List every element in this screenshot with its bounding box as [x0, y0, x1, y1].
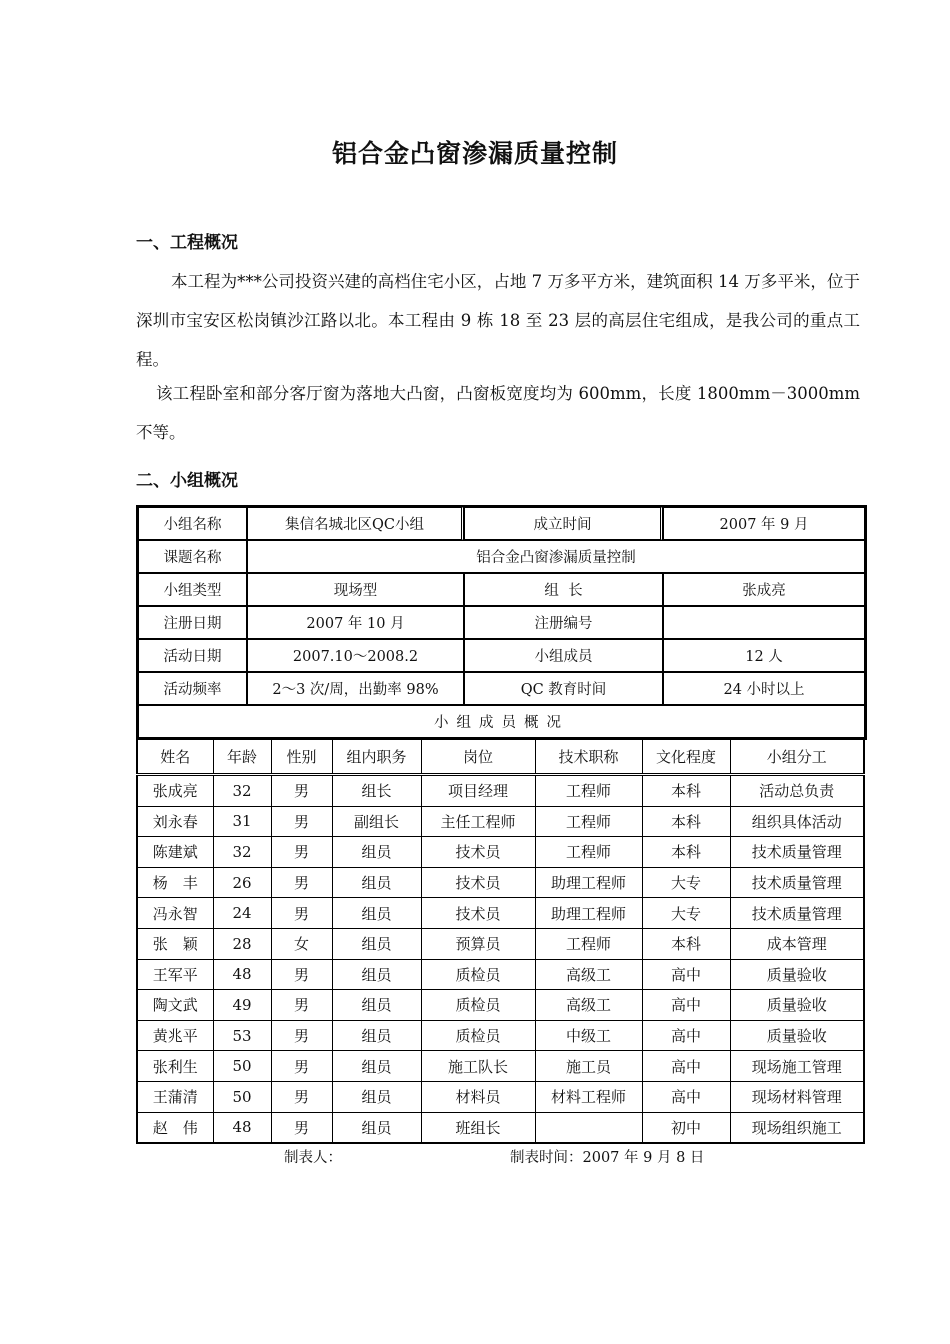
cell-gender: 男 [271, 867, 332, 898]
members-overview-heading: 小组成员概况 [138, 705, 865, 738]
activity-date-value: 2007.10～2008.2 [247, 639, 464, 672]
cell-group-role: 组员 [332, 867, 421, 898]
cell-gender: 男 [271, 959, 332, 990]
table-row [137, 806, 864, 837]
leader-label: 组 长 [464, 573, 663, 606]
table-row [137, 775, 864, 807]
cell-group-role: 组长 [332, 775, 421, 807]
cell-gender: 男 [271, 1020, 332, 1051]
reg-date-label: 注册日期 [138, 606, 247, 639]
table-row [137, 867, 864, 898]
cell-name: 张利生 [137, 1051, 213, 1082]
table-row [137, 1051, 864, 1082]
cell-gender: 男 [271, 1051, 332, 1082]
column-header-age: 年龄 [213, 740, 271, 775]
cell-position: 项目经理 [421, 775, 535, 807]
cell-education: 高中 [642, 959, 730, 990]
group-name-value: 集信名城北区QC小组 [247, 507, 464, 540]
cell-position: 班组长 [421, 1112, 535, 1143]
cell-group-role: 组员 [332, 1020, 421, 1051]
cell-name: 陈建斌 [137, 837, 213, 868]
cell-education: 本科 [642, 928, 730, 959]
cell-name: 张 颖 [137, 928, 213, 959]
cell-age: 48 [213, 1112, 271, 1143]
members-table-body [137, 775, 864, 1144]
cell-group-role: 副组长 [332, 806, 421, 837]
cell-education: 高中 [642, 990, 730, 1021]
reg-no-label: 注册编号 [464, 606, 663, 639]
cell-tech-title: 工程师 [535, 806, 642, 837]
table-row [137, 837, 864, 868]
column-header-education: 文化程度 [642, 740, 730, 775]
frequency-label: 活动频率 [138, 672, 247, 705]
cell-tech-title: 工程师 [535, 775, 642, 807]
reg-date-value: 2007 年 10 月 [247, 606, 464, 639]
cell-age: 48 [213, 959, 271, 990]
cell-name: 杨 丰 [137, 867, 213, 898]
table-row [137, 1112, 864, 1143]
cell-age: 28 [213, 928, 271, 959]
cell-age: 26 [213, 867, 271, 898]
cell-duty: 技术质量管理 [730, 867, 864, 898]
group-type-label: 小组类型 [138, 573, 247, 606]
column-header-group-role: 组内职务 [332, 740, 421, 775]
document-title: 铝合金凸窗渗漏质量控制 [331, 139, 618, 168]
qc-education-label: QC 教育时间 [464, 672, 663, 705]
cell-education: 本科 [642, 775, 730, 807]
topic-value: 铝合金凸窗渗漏质量控制 [247, 540, 865, 573]
members-table-header-row [137, 740, 864, 775]
cell-duty: 现场组织施工 [730, 1112, 864, 1143]
cell-duty: 现场材料管理 [730, 1081, 864, 1112]
cell-group-role: 组员 [332, 928, 421, 959]
table-row [137, 990, 864, 1021]
cell-position: 主任工程师 [421, 806, 535, 837]
cell-age: 31 [213, 806, 271, 837]
cell-tech-title: 材料工程师 [535, 1081, 642, 1112]
cell-education: 大专 [642, 898, 730, 929]
cell-duty: 质量验收 [730, 1020, 864, 1051]
table-row [137, 898, 864, 929]
column-header-duty: 小组分工 [730, 740, 864, 775]
members-value: 12 人 [663, 639, 865, 672]
cell-position: 质检员 [421, 959, 535, 990]
members-table [136, 739, 865, 1144]
founded-value: 2007 年 9 月 [663, 507, 865, 540]
group-name-label: 小组名称 [138, 507, 247, 540]
cell-group-role: 组员 [332, 990, 421, 1021]
cell-education: 本科 [642, 837, 730, 868]
qc-education-value: 24 小时以上 [663, 672, 865, 705]
cell-gender: 男 [271, 898, 332, 929]
cell-name: 张成亮 [137, 775, 213, 807]
column-header-gender: 性别 [271, 740, 332, 775]
members-label: 小组成员 [464, 639, 663, 672]
cell-group-role: 组员 [332, 959, 421, 990]
column-header-tech-title: 技术职称 [535, 740, 642, 775]
cell-gender: 男 [271, 1081, 332, 1112]
cell-age: 50 [213, 1081, 271, 1112]
cell-position: 技术员 [421, 837, 535, 868]
cell-gender: 男 [271, 806, 332, 837]
table-maker: 制表人： [284, 1150, 342, 1166]
cell-duty: 技术质量管理 [730, 837, 864, 868]
cell-name: 赵 伟 [137, 1112, 213, 1143]
cell-position: 施工队长 [421, 1051, 535, 1082]
topic-label: 课题名称 [138, 540, 247, 573]
cell-group-role: 组员 [332, 1051, 421, 1082]
frequency-value: 2～3 次/周，出勤率 98% [247, 672, 464, 705]
cell-age: 53 [213, 1020, 271, 1051]
cell-gender: 男 [271, 1112, 332, 1143]
cell-position: 预算员 [421, 928, 535, 959]
reg-no-value [663, 606, 865, 639]
activity-date-label: 活动日期 [138, 639, 247, 672]
cell-group-role: 组员 [332, 1081, 421, 1112]
cell-duty: 活动总负责 [730, 775, 864, 807]
project-overview-paragraph-2: 该工程卧室和部分客厅窗为落地大凸窗，凸窗板宽度均为 600mm，长度 1800mm－3000mm 不等。 [136, 384, 860, 442]
cell-name: 陶文武 [137, 990, 213, 1021]
cell-duty: 成本管理 [730, 928, 864, 959]
cell-education: 高中 [642, 1051, 730, 1082]
cell-age: 32 [213, 775, 271, 807]
cell-tech-title: 工程师 [535, 837, 642, 868]
column-header-name: 姓名 [137, 740, 213, 775]
cell-education: 高中 [642, 1020, 730, 1051]
cell-duty: 技术质量管理 [730, 898, 864, 929]
cell-tech-title: 高级工 [535, 959, 642, 990]
cell-name: 王蒲清 [137, 1081, 213, 1112]
cell-tech-title: 助理工程师 [535, 867, 642, 898]
cell-position: 技术员 [421, 898, 535, 929]
table-row [137, 1020, 864, 1051]
group-type-value: 现场型 [247, 573, 464, 606]
cell-tech-title: 助理工程师 [535, 898, 642, 929]
cell-education: 初中 [642, 1112, 730, 1143]
cell-education: 高中 [642, 1081, 730, 1112]
founded-label: 成立时间 [464, 507, 663, 540]
cell-group-role: 组员 [332, 1112, 421, 1143]
cell-tech-title: 施工员 [535, 1051, 642, 1082]
leader-value: 张成亮 [663, 573, 865, 606]
cell-tech-title: 工程师 [535, 928, 642, 959]
project-overview-paragraph-1: 本工程为***公司投资兴建的高档住宅小区，占地 7 万多平方米，建筑面积 14 万多平米，位于深圳市宝安区松岗镇沙江路以北。本工程由 9 栋 18 至 23 层的高层住宅组成，是我公司的重点工程。 [136, 272, 860, 369]
cell-duty: 质量验收 [730, 990, 864, 1021]
cell-name: 王军平 [137, 959, 213, 990]
cell-duty: 质量验收 [730, 959, 864, 990]
cell-education: 本科 [642, 806, 730, 837]
cell-tech-title [535, 1112, 642, 1143]
cell-gender: 男 [271, 990, 332, 1021]
section-heading-group-overview: 二、小组概况 [136, 471, 238, 491]
cell-duty: 现场施工管理 [730, 1051, 864, 1082]
cell-tech-title: 高级工 [535, 990, 642, 1021]
cell-age: 49 [213, 990, 271, 1021]
cell-name: 刘永春 [137, 806, 213, 837]
cell-name: 黄兆平 [137, 1020, 213, 1051]
section-heading-project-overview: 一、工程概况 [136, 233, 238, 253]
cell-position: 技术员 [421, 867, 535, 898]
cell-age: 32 [213, 837, 271, 868]
cell-tech-title: 中级工 [535, 1020, 642, 1051]
table-date: 制表时间：2007 年 9 月 8 日 [510, 1150, 705, 1166]
cell-position: 质检员 [421, 1020, 535, 1051]
column-header-position: 岗位 [421, 740, 535, 775]
cell-gender: 男 [271, 837, 332, 868]
cell-education: 大专 [642, 867, 730, 898]
cell-gender: 女 [271, 928, 332, 959]
cell-age: 50 [213, 1051, 271, 1082]
cell-group-role: 组员 [332, 898, 421, 929]
cell-age: 24 [213, 898, 271, 929]
table-row [137, 959, 864, 990]
table-row [137, 928, 864, 959]
cell-duty: 组织具体活动 [730, 806, 864, 837]
cell-position: 材料员 [421, 1081, 535, 1112]
cell-position: 质检员 [421, 990, 535, 1021]
cell-name: 冯永智 [137, 898, 213, 929]
group-info-table [136, 505, 867, 740]
cell-gender: 男 [271, 775, 332, 807]
table-row [137, 1081, 864, 1112]
cell-group-role: 组员 [332, 837, 421, 868]
